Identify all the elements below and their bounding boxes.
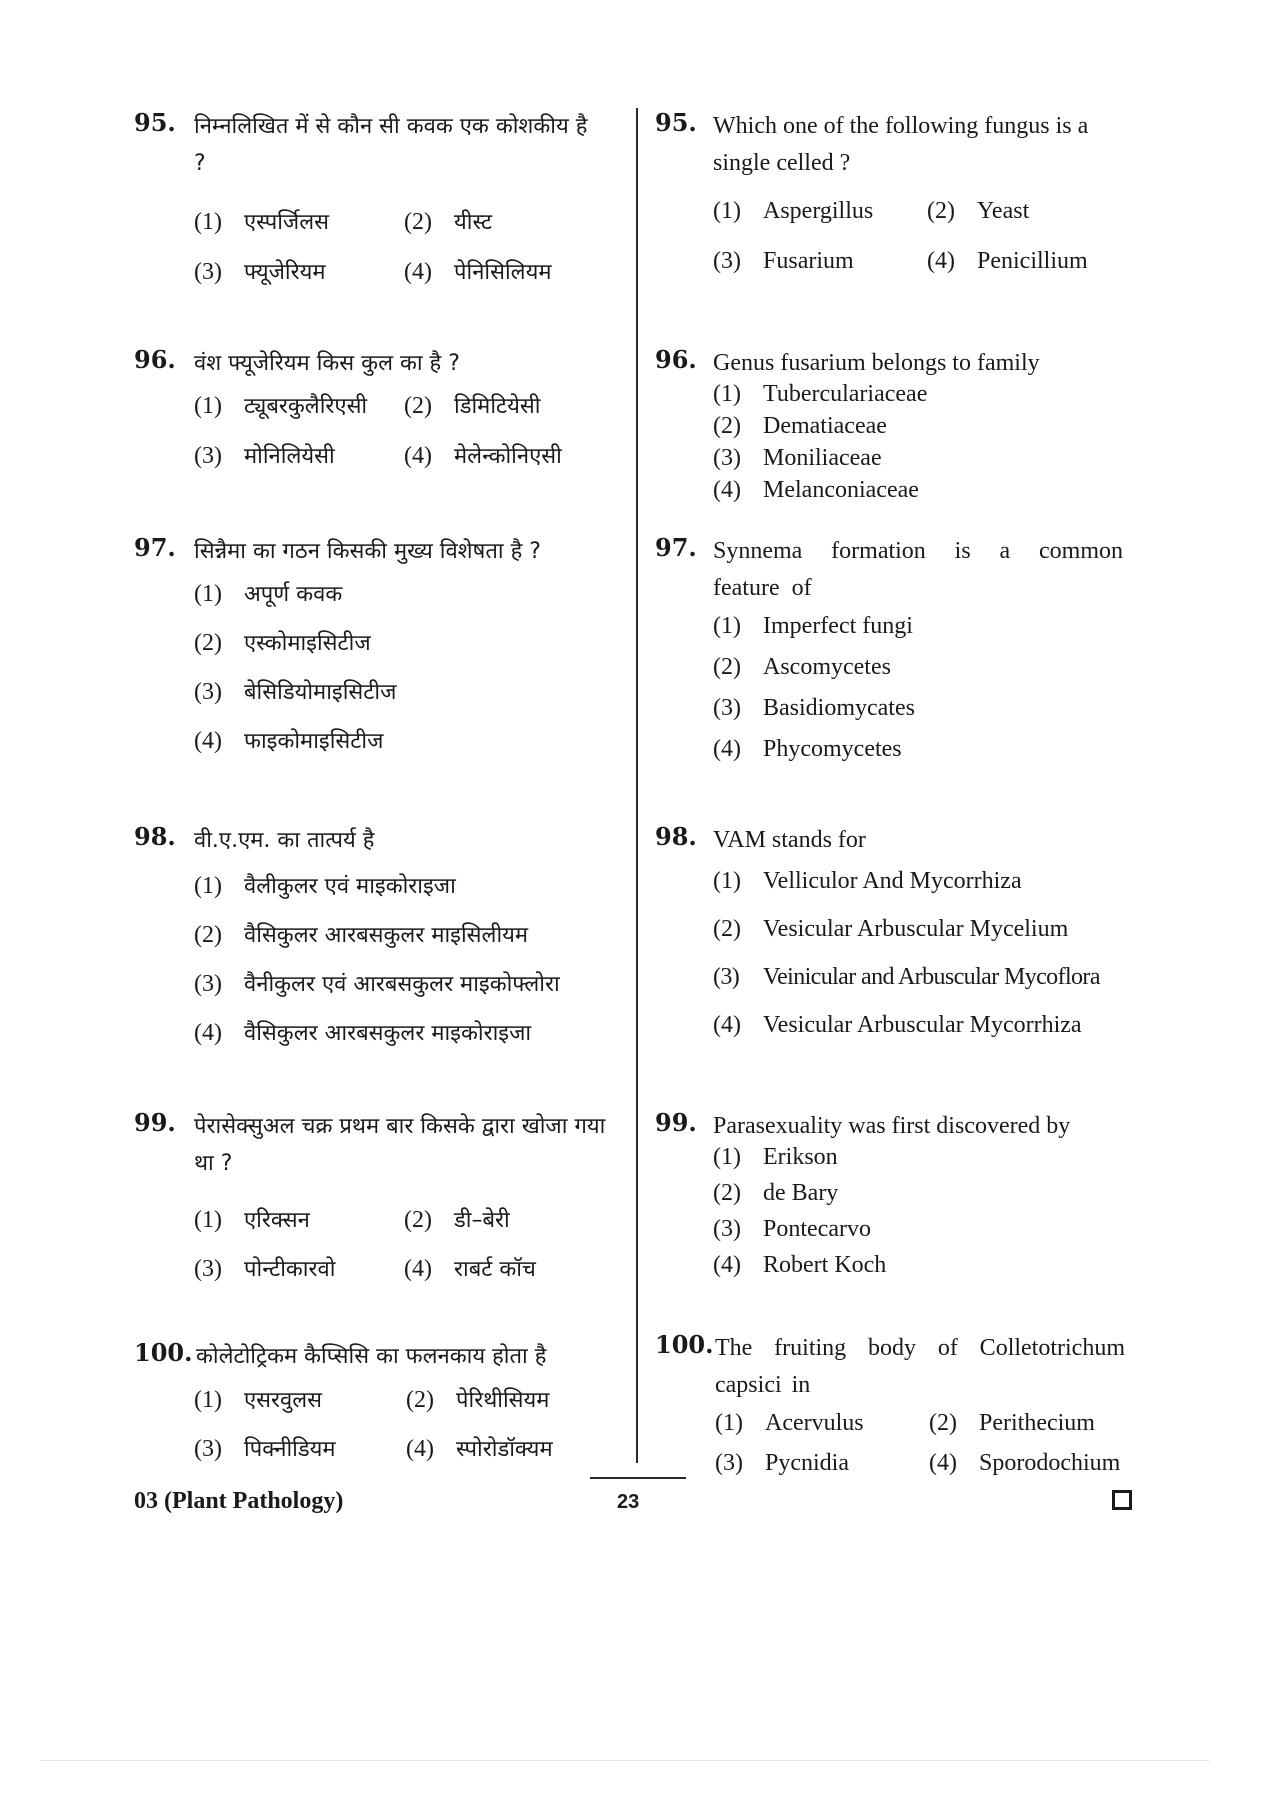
option-2: (2) यीस्ट	[404, 209, 493, 235]
option-2: (2) एस्कोमाइसिटीज	[194, 630, 371, 656]
option-4: (4) Phycomycetes	[713, 736, 902, 762]
option-2: (2) डी–बेरी	[404, 1207, 510, 1233]
option-2: (2) Yeast	[927, 198, 1030, 224]
option-4: (4) पेनिसिलियम	[404, 259, 552, 285]
question-number: 95.	[655, 108, 697, 137]
option-2: (2) Ascomycetes	[713, 654, 891, 680]
option-1: (1) Acervulus	[715, 1410, 864, 1436]
option-3: (3) Fusarium	[713, 248, 854, 274]
question-text: Genus fusarium belongs to family	[713, 350, 1040, 376]
question-number: 96.	[655, 345, 697, 374]
option-4: (4) स्पोरोडॉक्यम	[406, 1436, 553, 1462]
question-text: The fruiting body of Colletotrichum capsici in	[715, 1335, 1125, 1398]
option-2: (2) डिमिटियेसी	[404, 393, 541, 419]
option-1: (1) एस्पर्जिलस	[194, 209, 330, 235]
question-number: 100.	[655, 1330, 714, 1359]
option-2: (2) Dematiaceae	[713, 413, 887, 439]
option-3: (3) Pontecarvo	[713, 1216, 871, 1242]
option-1: (1) ट्यूबरकुलैरिएसी	[194, 393, 368, 419]
question-number: 99.	[655, 1108, 697, 1137]
option-3: (3) मोनिलियेसी	[194, 443, 335, 469]
option-3: (3) फ्यूजेरियम	[194, 259, 326, 285]
option-4: (4) राबर्ट कॉच	[404, 1256, 536, 1282]
question-number: 98.	[655, 822, 697, 851]
question-text: वंश फ्यूजेरियम किस कुल का है ?	[194, 351, 460, 376]
option-1: (1) Erikson	[713, 1144, 838, 1170]
page-number-rule	[590, 1477, 686, 1479]
option-4: (4) फाइकोमाइसिटीज	[194, 728, 384, 754]
question-number: 97.	[655, 533, 697, 562]
option-2: (2) de Bary	[713, 1180, 839, 1206]
question-text: VAM stands for	[713, 827, 866, 853]
question-text: वी.ए.एम. का तात्पर्य है	[194, 828, 375, 853]
option-3: (3) Veinicular and Arbuscular Mycoflora	[713, 964, 1100, 990]
question-text: पेरासेक्सुअल चक्र प्रथम बार किसके द्वारा खोजा गया था ?	[194, 1114, 606, 1176]
option-3: (3) Pycnidia	[715, 1450, 849, 1476]
option-4: (4) Melanconiaceae	[713, 477, 919, 503]
option-4: (4) मेलेन्कोनिएसी	[404, 443, 562, 469]
option-2: (2) पेरिथीसियम	[406, 1387, 550, 1413]
option-1: (1) एसरवुलस	[194, 1387, 323, 1413]
divider	[40, 1760, 1210, 1761]
page-number: 23	[617, 1491, 640, 1513]
option-3: (3) पोन्टीकारवो	[194, 1256, 336, 1282]
option-2: (2) Vesicular Arbuscular Mycelium	[713, 916, 1069, 942]
option-3: (3) पिक्नीडियम	[194, 1436, 336, 1462]
question-text: कोलेटोट्रिकम कैप्सिसि का फलनकाय होता है	[196, 1344, 547, 1369]
question-number: 98.	[134, 822, 176, 851]
option-4: (4) Penicillium	[927, 248, 1088, 274]
option-1: (1) Aspergillus	[713, 198, 874, 224]
question-text: Parasexuality was first discovered by	[713, 1113, 1071, 1139]
column-divider	[636, 108, 638, 1463]
option-2: (2) वैसिकुलर आरबसकुलर माइसिलीयम	[194, 922, 529, 948]
footer-subject: 03 (Plant Pathology)	[134, 1488, 344, 1514]
option-4: (4) Vesicular Arbuscular Mycorrhiza	[713, 1012, 1082, 1038]
question-number: 100.	[134, 1338, 193, 1367]
option-1: (1) वैलीकुलर एवं माइकोराइजा	[194, 873, 456, 899]
option-3: (3) Basidiomycates	[713, 695, 915, 721]
question-number: 97.	[134, 533, 176, 562]
question-number: 99.	[134, 1108, 176, 1137]
option-1: (1) Imperfect fungi	[713, 613, 913, 639]
option-3: (3) वैनीकुलर एवं आरबसकुलर माइकोफ्लोरा	[194, 971, 560, 997]
option-4: (4) Robert Koch	[713, 1252, 887, 1278]
option-1: (1) Velliculor And Mycorrhiza	[713, 868, 1022, 894]
option-2: (2) Perithecium	[929, 1410, 1095, 1436]
option-4: (4) वैसिकुलर आरबसकुलर माइकोराइजा	[194, 1020, 532, 1046]
option-3: (3) बेसिडियोमाइसिटीज	[194, 679, 397, 705]
question-number: 96.	[134, 345, 176, 374]
question-number: 95.	[134, 108, 176, 137]
option-1: (1) Tuberculariaceae	[713, 381, 928, 407]
option-1: (1) एरिक्सन	[194, 1207, 310, 1233]
question-text: Which one of the following fungus is a single celled ?	[713, 113, 1089, 176]
question-text: निम्नलिखित में से कौन सी कवक एक कोशकीय है ?	[194, 114, 588, 176]
option-4: (4) Sporodochium	[929, 1450, 1121, 1476]
question-text: सिन्नैमा का गठन किसकी मुख्य विशेषता है ?	[194, 539, 541, 564]
option-3: (3) Moniliaceae	[713, 445, 882, 471]
question-text: Synnema formation is a common feature of	[713, 538, 1123, 601]
option-1: (1) अपूर्ण कवक	[194, 581, 343, 607]
square-icon	[1112, 1490, 1132, 1510]
